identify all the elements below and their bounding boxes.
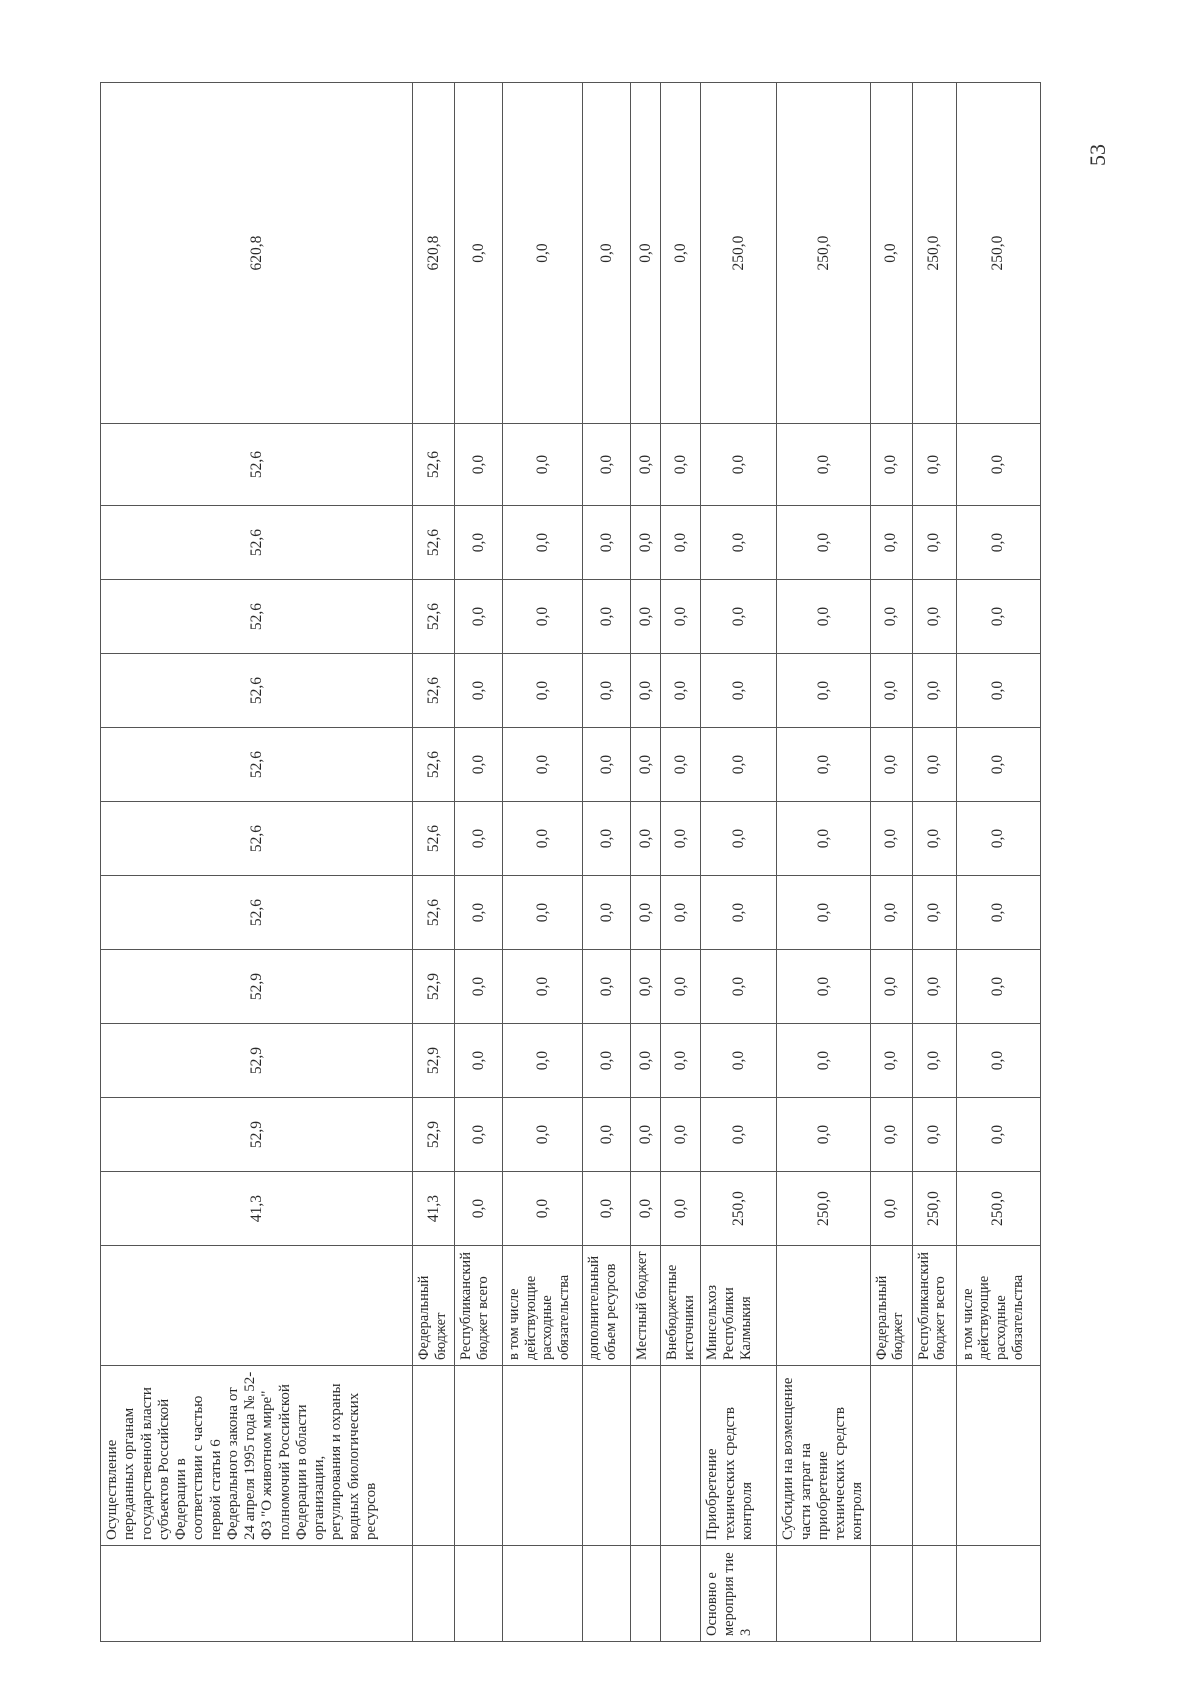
year-value-cell: 0,0 <box>583 1172 631 1246</box>
year-value-cell: 0,0 <box>870 654 912 728</box>
year-value-cell: 0,0 <box>455 1024 503 1098</box>
measure-cell <box>413 1546 455 1642</box>
year-value-cell: 250,0 <box>912 1172 956 1246</box>
year-value-cell: 0,0 <box>870 728 912 802</box>
table-row <box>503 83 583 1642</box>
year-value-cell: 0,0 <box>701 876 777 950</box>
source-cell: Республиканский бюджет всего <box>455 1246 503 1366</box>
year-value-cell: 0,0 <box>912 728 956 802</box>
year-value-cell: 52,9 <box>413 1098 455 1172</box>
year-value-cell: 0,0 <box>583 424 631 506</box>
year-value-cell: 52,9 <box>101 950 413 1024</box>
measure-cell <box>503 1546 583 1642</box>
year-value-cell: 0,0 <box>455 506 503 580</box>
year-value-cell: 0,0 <box>777 876 870 950</box>
year-value-cell: 0,0 <box>701 424 777 506</box>
year-value-cell: 52,9 <box>413 950 455 1024</box>
year-value-cell: 52,6 <box>413 802 455 876</box>
year-value-cell: 0,0 <box>503 1098 583 1172</box>
year-value-cell: 0,0 <box>956 802 1040 876</box>
year-value-cell: 0,0 <box>661 802 701 876</box>
year-value-cell: 0,0 <box>583 802 631 876</box>
table-row <box>701 83 777 1642</box>
table-row <box>631 83 661 1642</box>
year-value-cell: 0,0 <box>455 876 503 950</box>
year-value-cell: 0,0 <box>661 1024 701 1098</box>
year-value-cell: 0,0 <box>503 424 583 506</box>
year-value-cell: 0,0 <box>661 654 701 728</box>
year-value-cell: 0,0 <box>912 950 956 1024</box>
year-value-cell: 41,3 <box>413 1172 455 1246</box>
year-value-cell: 52,6 <box>101 728 413 802</box>
year-value-cell: 0,0 <box>631 506 661 580</box>
source-cell: Внебюджетные источники <box>661 1246 701 1366</box>
year-value-cell: 0,0 <box>631 1024 661 1098</box>
year-value-cell: 0,0 <box>503 802 583 876</box>
table-row <box>455 83 503 1642</box>
year-value-cell: 52,6 <box>413 424 455 506</box>
year-value-cell: 0,0 <box>777 728 870 802</box>
year-value-cell: 52,6 <box>101 876 413 950</box>
description-cell <box>661 1366 701 1546</box>
year-value-cell: 0,0 <box>583 1024 631 1098</box>
measure-cell <box>455 1546 503 1642</box>
year-value-cell: 0,0 <box>956 580 1040 654</box>
description-cell <box>912 1366 956 1546</box>
source-cell: Местный бюджет <box>631 1246 661 1366</box>
year-value-cell: 52,9 <box>101 1024 413 1098</box>
year-value-cell: 0,0 <box>631 950 661 1024</box>
year-value-cell: 0,0 <box>455 580 503 654</box>
year-value-cell: 0,0 <box>912 876 956 950</box>
year-value-cell: 0,0 <box>455 802 503 876</box>
year-value-cell: 0,0 <box>956 506 1040 580</box>
description-cell: Субсидии на возмещение части затрат на приобретение технических средств контроля <box>777 1366 870 1546</box>
year-value-cell: 41,3 <box>101 1172 413 1246</box>
year-value-cell: 0,0 <box>912 1024 956 1098</box>
description-cell <box>631 1366 661 1546</box>
year-value-cell: 0,0 <box>503 876 583 950</box>
year-value-cell: 52,6 <box>413 728 455 802</box>
source-cell: в том числе действующие расходные обязательства <box>956 1246 1040 1366</box>
year-value-cell: 52,9 <box>101 1098 413 1172</box>
year-value-cell: 0,0 <box>583 728 631 802</box>
measure-cell <box>777 1546 870 1642</box>
year-value-cell: 0,0 <box>701 950 777 1024</box>
year-value-cell: 0,0 <box>661 728 701 802</box>
year-value-cell: 0,0 <box>661 1172 701 1246</box>
year-value-cell: 0,0 <box>870 580 912 654</box>
total-value-cell: 620,8 <box>413 83 455 424</box>
year-value-cell: 0,0 <box>631 728 661 802</box>
year-value-cell: 0,0 <box>912 424 956 506</box>
measure-cell <box>870 1546 912 1642</box>
measure-cell <box>956 1546 1040 1642</box>
table-body <box>101 83 1041 1642</box>
year-value-cell: 0,0 <box>956 654 1040 728</box>
table-row <box>777 83 870 1642</box>
year-value-cell: 52,6 <box>413 654 455 728</box>
measure-cell: Основно е мероприя тие 3 <box>701 1546 777 1642</box>
year-value-cell: 0,0 <box>870 1024 912 1098</box>
description-cell <box>503 1366 583 1546</box>
year-value-cell: 0,0 <box>661 876 701 950</box>
year-value-cell: 0,0 <box>870 950 912 1024</box>
description-cell: Осуществление переданных органам государственной власти субъектов Российской Федерации в соответствии с частью первой статьи 6 Федерального закона от 24 апреля 1995 года № 52-ФЗ "О животном мире" полномочий Российской Федерации в области организации, регулирования и охраны водных биологических ресурсов <box>101 1366 413 1546</box>
year-value-cell: 0,0 <box>661 424 701 506</box>
year-value-cell: 0,0 <box>956 950 1040 1024</box>
description-cell: Приобретение технических средств контроля <box>701 1366 777 1546</box>
year-value-cell: 0,0 <box>870 802 912 876</box>
year-value-cell: 0,0 <box>583 876 631 950</box>
year-value-cell: 0,0 <box>701 802 777 876</box>
table-row <box>870 83 912 1642</box>
source-cell <box>101 1246 413 1366</box>
measure-cell <box>583 1546 631 1642</box>
year-value-cell: 0,0 <box>631 1172 661 1246</box>
total-value-cell: 0,0 <box>661 83 701 424</box>
year-value-cell: 0,0 <box>661 1098 701 1172</box>
source-cell: дополнительный объем ресурсов <box>583 1246 631 1366</box>
year-value-cell: 0,0 <box>701 580 777 654</box>
measure-cell <box>912 1546 956 1642</box>
year-value-cell: 0,0 <box>870 1098 912 1172</box>
total-value-cell: 0,0 <box>870 83 912 424</box>
budget-table <box>100 82 1041 1642</box>
year-value-cell: 0,0 <box>661 506 701 580</box>
year-value-cell: 0,0 <box>912 1098 956 1172</box>
year-value-cell: 0,0 <box>631 1098 661 1172</box>
table-row <box>956 83 1040 1642</box>
total-value-cell: 250,0 <box>777 83 870 424</box>
year-value-cell: 250,0 <box>777 1172 870 1246</box>
year-value-cell: 0,0 <box>455 1098 503 1172</box>
year-value-cell: 52,6 <box>413 876 455 950</box>
year-value-cell: 0,0 <box>777 802 870 876</box>
year-value-cell: 0,0 <box>701 1098 777 1172</box>
year-value-cell: 250,0 <box>956 1172 1040 1246</box>
year-value-cell: 0,0 <box>777 506 870 580</box>
year-value-cell: 0,0 <box>701 654 777 728</box>
description-cell <box>956 1366 1040 1546</box>
year-value-cell: 0,0 <box>912 506 956 580</box>
rotated-table-wrapper <box>100 82 1080 1642</box>
year-value-cell: 0,0 <box>455 424 503 506</box>
year-value-cell: 0,0 <box>455 1172 503 1246</box>
year-value-cell: 0,0 <box>455 654 503 728</box>
year-value-cell: 0,0 <box>583 950 631 1024</box>
year-value-cell: 0,0 <box>956 876 1040 950</box>
year-value-cell: 0,0 <box>503 1172 583 1246</box>
year-value-cell: 0,0 <box>455 950 503 1024</box>
source-cell: Республиканский бюджет всего <box>912 1246 956 1366</box>
year-value-cell: 0,0 <box>912 654 956 728</box>
total-value-cell: 0,0 <box>583 83 631 424</box>
year-value-cell: 0,0 <box>503 1024 583 1098</box>
year-value-cell: 52,6 <box>413 506 455 580</box>
table-row <box>912 83 956 1642</box>
source-cell <box>777 1246 870 1366</box>
total-value-cell: 0,0 <box>503 83 583 424</box>
year-value-cell: 0,0 <box>956 1098 1040 1172</box>
year-value-cell: 0,0 <box>870 424 912 506</box>
table-row <box>661 83 701 1642</box>
total-value-cell: 0,0 <box>631 83 661 424</box>
table-header-row <box>101 83 413 1642</box>
description-cell <box>455 1366 503 1546</box>
total-value-cell: 250,0 <box>701 83 777 424</box>
year-value-cell: 52,6 <box>413 580 455 654</box>
year-value-cell: 52,6 <box>101 802 413 876</box>
measure-cell <box>101 1546 413 1642</box>
description-cell <box>413 1366 455 1546</box>
year-value-cell: 0,0 <box>583 580 631 654</box>
year-value-cell: 0,0 <box>503 654 583 728</box>
year-value-cell: 0,0 <box>777 654 870 728</box>
year-value-cell: 0,0 <box>777 580 870 654</box>
year-value-cell: 0,0 <box>870 876 912 950</box>
year-value-cell: 0,0 <box>956 1024 1040 1098</box>
year-value-cell: 0,0 <box>912 580 956 654</box>
year-value-cell: 0,0 <box>777 1024 870 1098</box>
year-value-cell: 0,0 <box>583 654 631 728</box>
year-value-cell: 0,0 <box>631 802 661 876</box>
year-value-cell: 52,9 <box>413 1024 455 1098</box>
year-value-cell: 0,0 <box>661 580 701 654</box>
source-cell: Федеральный бюджет <box>870 1246 912 1366</box>
year-value-cell: 52,6 <box>101 506 413 580</box>
year-value-cell: 0,0 <box>701 728 777 802</box>
total-value-cell: 250,0 <box>912 83 956 424</box>
year-value-cell: 0,0 <box>777 1098 870 1172</box>
year-value-cell: 250,0 <box>701 1172 777 1246</box>
year-value-cell: 0,0 <box>956 728 1040 802</box>
year-value-cell: 0,0 <box>701 1024 777 1098</box>
year-value-cell: 52,6 <box>101 424 413 506</box>
source-cell: Минсельхоз Республики Калмыкия <box>701 1246 777 1366</box>
year-value-cell: 0,0 <box>912 802 956 876</box>
year-value-cell: 0,0 <box>583 506 631 580</box>
measure-cell <box>631 1546 661 1642</box>
year-value-cell: 0,0 <box>503 950 583 1024</box>
description-cell <box>870 1366 912 1546</box>
year-value-cell: 0,0 <box>503 580 583 654</box>
year-value-cell: 0,0 <box>631 580 661 654</box>
year-value-cell: 0,0 <box>870 506 912 580</box>
year-value-cell: 0,0 <box>583 1098 631 1172</box>
total-value-cell: 620,8 <box>101 83 413 424</box>
description-cell <box>583 1366 631 1546</box>
year-value-cell: 52,6 <box>101 580 413 654</box>
year-value-cell: 0,0 <box>701 506 777 580</box>
year-value-cell: 0,0 <box>631 424 661 506</box>
year-value-cell: 0,0 <box>631 876 661 950</box>
year-value-cell: 0,0 <box>503 728 583 802</box>
total-value-cell: 250,0 <box>956 83 1040 424</box>
table-row <box>583 83 631 1642</box>
source-cell: Федеральный бюджет <box>413 1246 455 1366</box>
year-value-cell: 0,0 <box>503 506 583 580</box>
year-value-cell: 0,0 <box>661 950 701 1024</box>
year-value-cell: 0,0 <box>777 424 870 506</box>
table-row <box>413 83 455 1642</box>
source-cell: в том числе действующие расходные обязательства <box>503 1246 583 1366</box>
year-value-cell: 0,0 <box>870 1172 912 1246</box>
year-value-cell: 0,0 <box>455 728 503 802</box>
year-value-cell: 0,0 <box>631 654 661 728</box>
year-value-cell: 0,0 <box>956 424 1040 506</box>
measure-cell <box>661 1546 701 1642</box>
year-value-cell: 52,6 <box>101 654 413 728</box>
total-value-cell: 0,0 <box>455 83 503 424</box>
year-value-cell: 0,0 <box>777 950 870 1024</box>
page-number: 53 <box>1085 144 1110 166</box>
